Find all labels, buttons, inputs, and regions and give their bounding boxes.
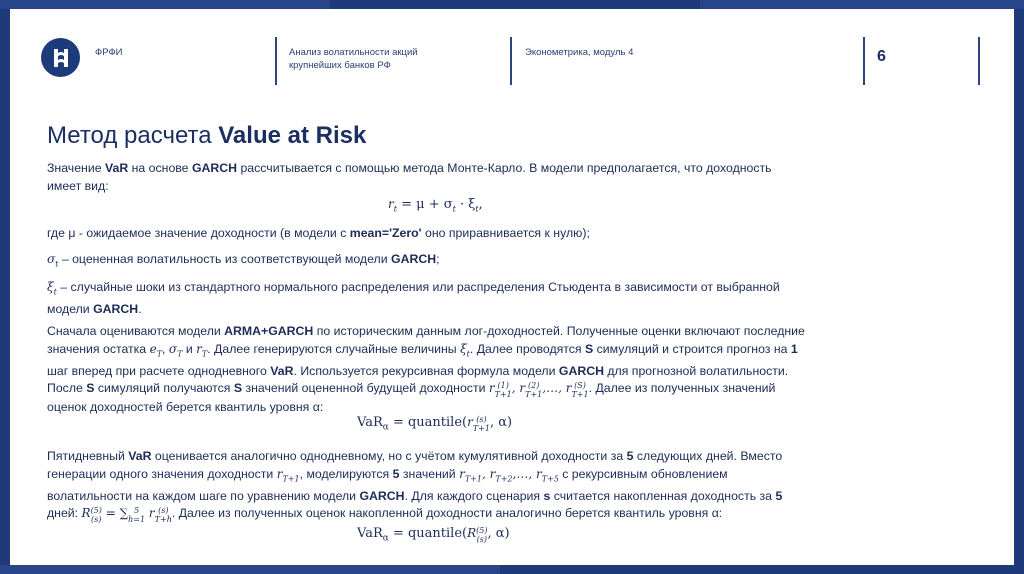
topic-line-2: крупнейших банков РФ [289,60,391,71]
text: симуляций получаются [94,381,234,396]
text-bold: 5 [775,488,783,503]
title-bold: Value at Risk [218,122,367,149]
text: . Далее из полученных значений оценок доходностей берется квантиль уровня α: [47,381,776,415]
background-tile [0,0,330,9]
formula-var-5d: VaR$_\alpha$ = quantile(R (5) (s) , α) [357,526,510,544]
text: рассчитывается с помощью метода Монте-Карло. В модели предполагается, что доходность имеет вид: [47,161,772,193]
slide [10,9,1014,565]
page-title [47,122,366,150]
page-number: 6 [877,48,886,65]
text: на основе [128,161,192,175]
text: оно приравнивается к нулю); [421,226,590,240]
text: симуляций и строится прогноз на [593,341,791,356]
text: . Далее генерируются случайные величины [207,341,461,356]
text: Пятидневный [47,449,129,463]
text-bold: VaR [128,449,152,463]
text-bold: 1 [790,341,798,356]
text: Сначала оцениваются модели [47,324,225,338]
text-bold: GARCH [191,161,238,175]
text: где μ - ожидаемое значение доходности (в модели с [47,226,350,240]
topic-label [289,46,418,72]
background-tile [700,0,1024,9]
header-divider [275,37,277,85]
text-bold: VaR [104,161,129,175]
course-label: Эконометрика, модуль 4 [525,47,634,58]
text-bold: 5 [392,466,400,481]
paragraph-intro [47,160,807,195]
paragraph-sigma: $\sigma_t$ – оцененная волатильность из соответствующей модели GARCH; [47,252,440,269]
text: считается накопленная доходность за [550,488,776,503]
text: – случайные шоки из стандартного нормального распределения или распределения Стьюдента в зависимости от выбранной модели [47,280,780,316]
text: значений [399,466,460,481]
formula-var-1d: VaR$_\alpha$ = quantile(r (s) T+1 , α) [357,415,513,433]
text-bold: S [233,381,243,396]
text: следующих дней. Вместо генерации одного значения доходности [47,449,783,481]
text: – оцененная волатильность из соответствующей модели [58,252,392,266]
text: . Далее проводятся [469,341,586,356]
text: . Используется рекурсивная формула модели [293,363,559,378]
text-bold: GARCH [359,488,405,503]
header-divider [863,37,865,85]
header-divider [510,37,512,85]
text-bold: GARCH [93,301,139,316]
text: для прогнозной волатильности. После [47,363,789,396]
text: шаг вперед при расчете однодневного [47,363,271,378]
text-bold: ARMA+GARCH [224,324,314,338]
text: Значение [47,161,105,175]
text-bold: s [543,488,551,503]
text-bold: S [585,341,594,356]
text-bold: S [86,381,95,396]
text: по историческим данным лог-доходностей. Полученные оценки включают последние значения остатка [47,324,805,356]
text-bold: GARCH [558,363,604,378]
text: дней: [47,506,82,521]
org-label: ФРФИ [95,47,123,58]
text-bold: mean='Zero' [349,226,422,240]
topic-line-1: Анализ волатильности акций [289,47,418,58]
formula-return: $r_t = \mu + \sigma_t \cdot \xi_t$, [388,197,483,214]
title-prefix: Метод расчета [47,122,219,149]
text: и [182,341,197,356]
text-bold: GARCH [391,252,437,266]
text: значений оцененной будущей доходности [242,381,489,396]
paragraph-mu [47,225,807,243]
background-tile [0,565,500,574]
paragraph-method: Сначала оцениваются модели ARMA+GARCH по историческим данным лог-доходностей. Полученные оценки включают последние значения остатка $e_T$, $\sigma_T$ и $r_T$. Далее генерируются случайные величины $\xi_t$. Далее проводятся S симуляций и строится прогноз на 1 шаг вперед при расчете однодневного VaR. Используется рекурсивная формула модели GARCH для прогнозной волатильности. После S симуляций получаются S значений оцененной будущей доходности r (1) T+1 , r (2) T+1 ,…, r (S) T+1 . Далее из полученных значений оценок доходностей берется квантиль уровня α: [47,324,805,415]
text-bold: VaR [270,363,294,378]
paragraph-5day: Пятидневный VaR оценивается аналогично однодневному, но с учётом кумулятивной доходности за 5 следующих дней. Вместо генерации одного значения доходности $r_{T+1}$, моделируются 5 значений $r_{T+1}$, $r_{T+2},\dots$, $r_{T+5}$ с рекурсивным обновлением волатильности на каждом шаге по уравнению модели GARCH. Для каждого сценария s считается накопленная доходность за 5 дней: R (5) (s) = ∑ 5 h=1 r (s) T+h . Далее из полученных оценок накопленной доходности аналогично берется квантиль уровня α: [47,449,783,525]
text-bold: 5 [626,449,634,463]
text: оценивается аналогично однодневному, но с учётом кумулятивной доходности за [151,449,627,463]
text: . [138,301,142,316]
header-divider [978,37,980,85]
text: ; [436,252,440,266]
text: , моделируются [299,466,393,481]
text: . Для каждого сценария [404,488,544,503]
hse-logo-icon [41,38,80,77]
text: . Далее из полученных оценок накопленной доходности аналогично берется квантиль уровня α: [171,506,723,521]
paragraph-xi: $\xi_t$ – случайные шоки из стандартного нормального распределения или распределения Стьюдента в зависимости от выбранной модели GARCH. [47,280,780,316]
text: с рекурсивным обновлением волатильности на каждом шаге по уравнению модели [47,466,728,503]
